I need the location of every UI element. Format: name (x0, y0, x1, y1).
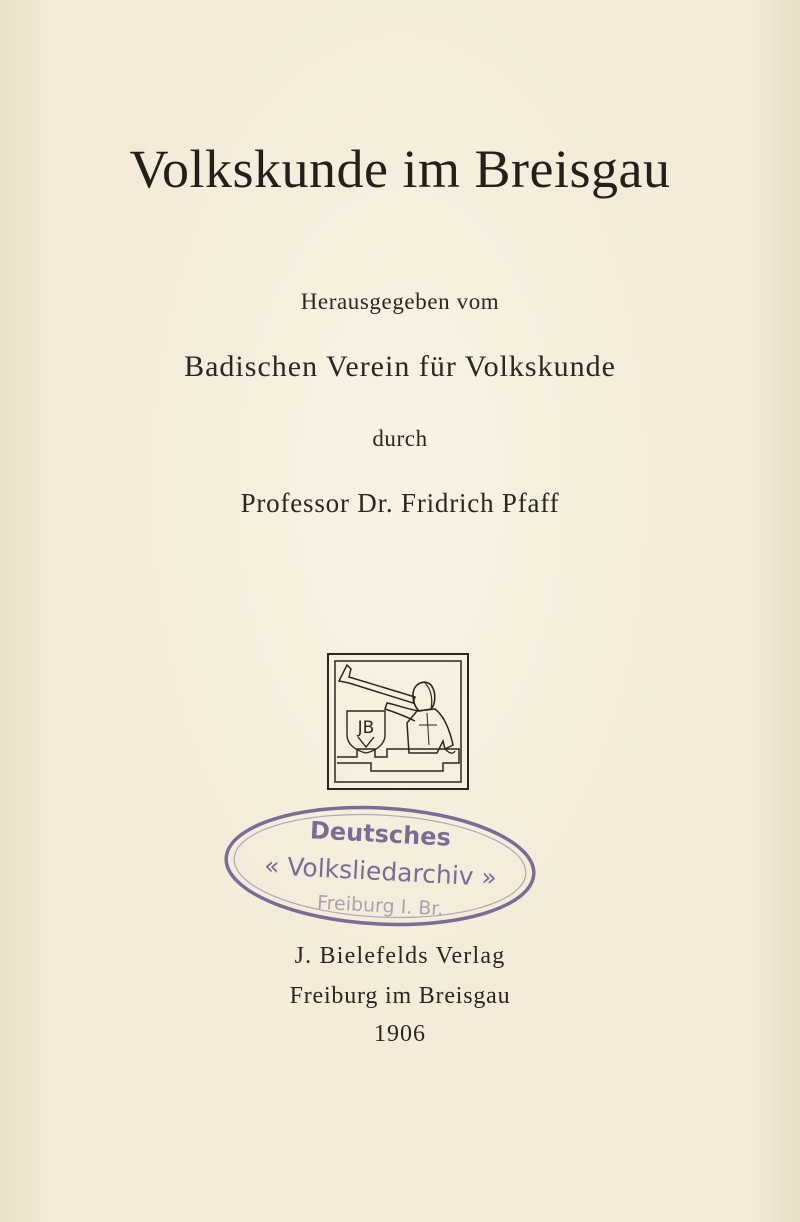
stamp-line1: Deutsches (309, 816, 452, 852)
society-name: Badischen Verein für Volkskunde (184, 350, 616, 383)
publisher-logo (327, 653, 469, 790)
library-stamp (222, 800, 538, 940)
stamp-line3: Freiburg I. Br. (316, 891, 445, 921)
publisher-name: J. Bielefelds Verlag (294, 943, 506, 969)
by-line: durch (372, 426, 428, 451)
publication-year: 1906 (374, 1021, 426, 1047)
book-title: Volkskunde im Breisgau (129, 139, 671, 199)
stamp-line2: « Volksliedarchiv » (263, 850, 498, 893)
logo-monogram: JB (357, 718, 375, 738)
editor-intro: Herausgegeben vom (300, 289, 500, 314)
herald-trumpeter-icon (328, 654, 468, 789)
author-name: Professor Dr. Fridrich Pfaff (240, 488, 560, 518)
publication-place: Freiburg im Breisgau (289, 983, 511, 1009)
